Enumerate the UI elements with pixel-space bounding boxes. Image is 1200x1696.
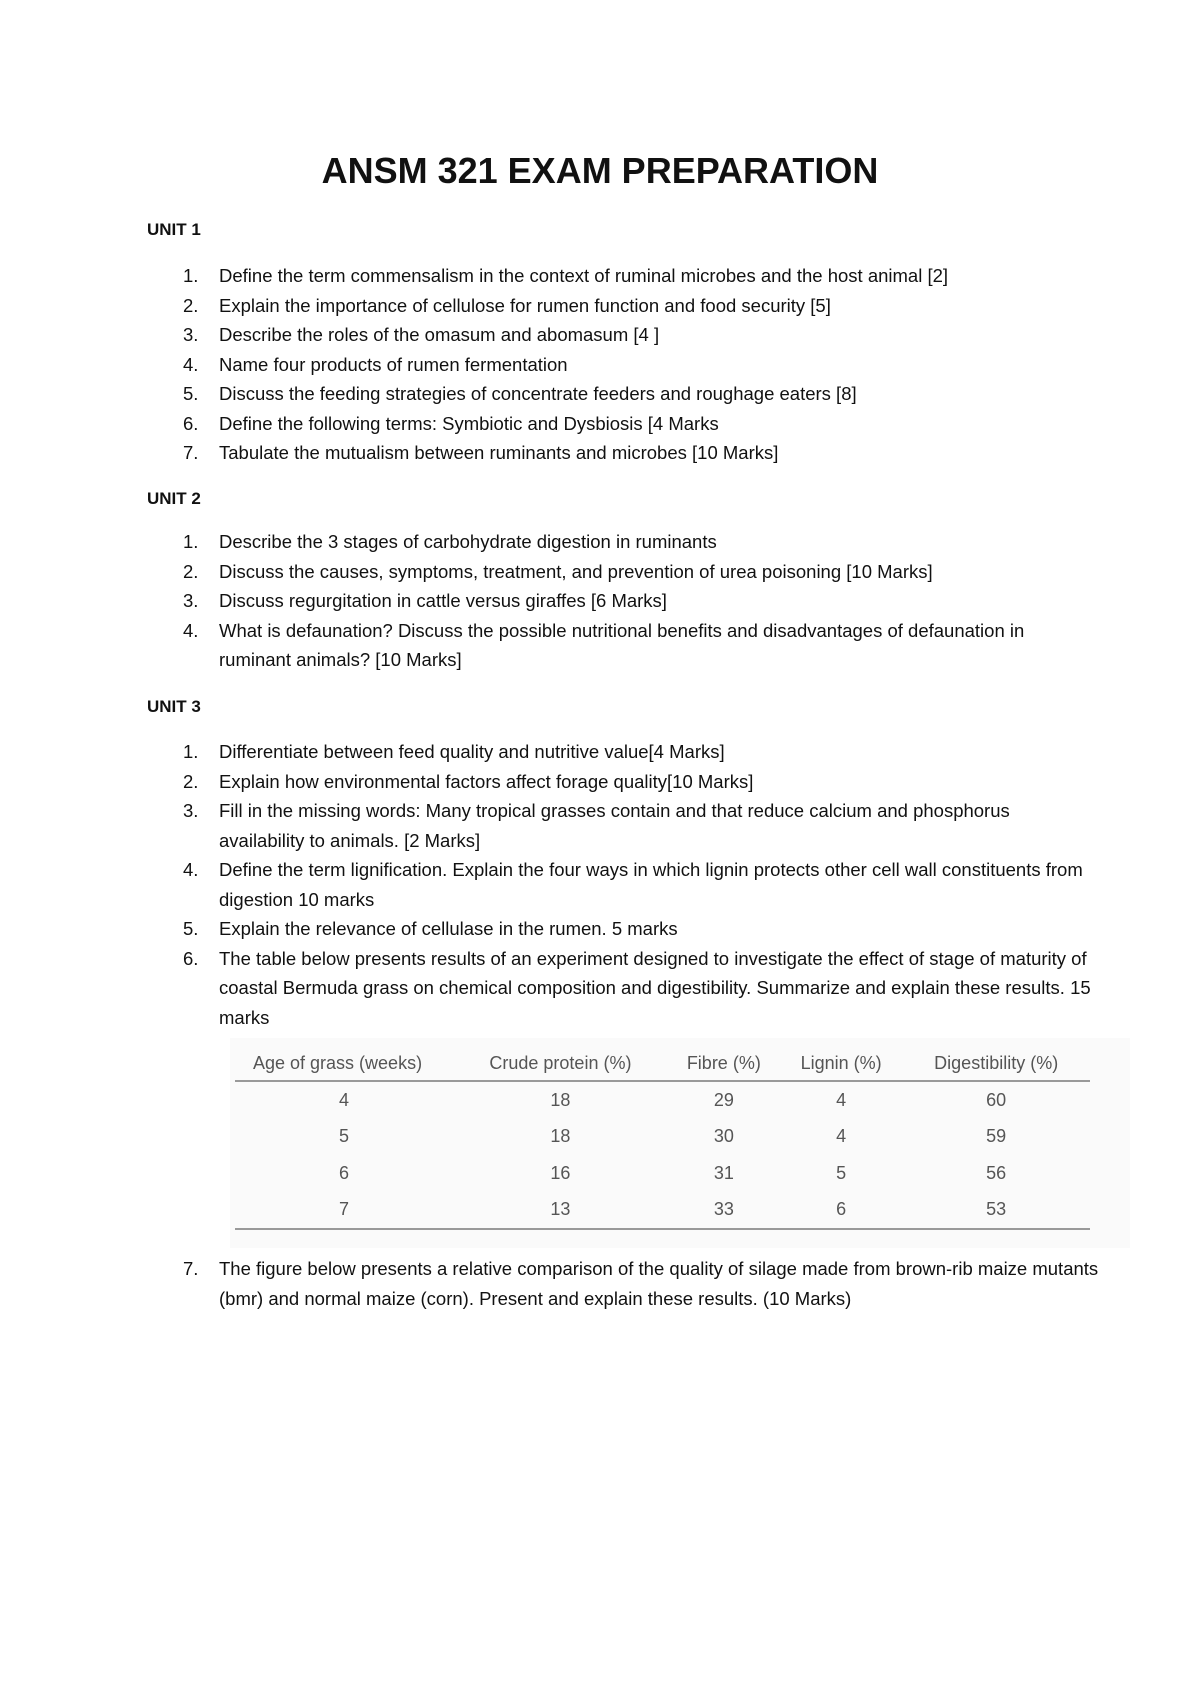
question-number: 5. [183,383,199,404]
table-cell: 18 [550,1089,571,1110]
table-cell: 6 [780,1192,903,1230]
unit-3-question-list [147,737,1097,1032]
table-row [235,1155,1090,1192]
column-header-fibre: Fibre (%) [668,1046,780,1081]
table-cell: 13 [453,1192,668,1230]
column-header-crude-protein: Crude protein (%) [453,1046,668,1081]
unit-2-question-2 [147,557,1097,587]
unit-3-question-7 [147,1254,1109,1313]
table-cell: 30 [713,1126,734,1147]
unit-2-question-list [147,527,1097,675]
results-table [235,1046,1090,1230]
question-text: Fill in the missing words: Many tropical grasses contain and that reduce calcium and phosphorus availability to animals. [2 Marks] [219,800,1010,851]
table-row [235,1192,1090,1230]
question-text: The table below presents results of an experiment designed to investigate the effect of stage of maturity of coastal Bermuda grass on chemical composition and digestibility. Summarize and explain these results. 15 marks [219,947,1091,1028]
table-cell: 31 [713,1162,734,1183]
unit-3-question-5 [147,914,1097,944]
unit-3-question-2 [147,767,1097,797]
unit-1-question-3 [147,320,1097,350]
question-number: 6. [183,412,199,434]
unit-2-question-1 [147,527,1097,557]
table-cell: 59 [986,1126,1007,1147]
unit-1-question-7 [147,438,1097,468]
document-title: ANSM 321 EXAM PREPARATION [321,150,879,191]
table-cell: 4 [836,1126,847,1147]
table-header-row [235,1046,1090,1081]
question-text: What is defaunation? Discuss the possible nutritional benefits and disadvantages of defaunation in ruminant animals? [10 Marks] [219,619,1025,670]
question-text: Discuss the feeding strategies of concentrate feeders and roughage eaters [8] [219,383,857,404]
question-number: 1. [183,531,199,552]
question-number: 1. [183,265,199,286]
table-cell: 16 [550,1162,571,1183]
table-cell: 4 [338,1089,349,1110]
question-number: 6. [183,947,199,969]
unit-1-question-1 [147,261,1097,291]
unit-3-heading: UNIT 3 [147,697,201,716]
unit-2-question-4 [147,616,1049,675]
question-number: 4. [183,619,199,641]
question-text: Differentiate between feed quality and nutritive value[4 Marks] [219,741,725,762]
table-cell: 29 [713,1089,734,1110]
table-cell: 7 [235,1192,453,1230]
question-number: 2. [183,770,199,792]
question-number: 2. [183,294,199,316]
unit-1-question-5 [147,379,1097,409]
table-cell: 60 [986,1089,1007,1110]
question-text: Explain the relevance of cellulase in the rumen. 5 marks [219,918,678,939]
question-text: Name four products of rumen fermentation [219,353,568,375]
unit-3-question-list-continued [147,1254,1097,1313]
unit-1-question-2 [147,291,1097,321]
question-number: 2. [183,560,199,582]
table-cell: 6 [338,1162,349,1183]
question-text: The figure below presents a relative comparison of the quality of silage made from brown-rib maize mutants (bmr) and normal maize (corn). Present and explain these results. (10 Marks) [219,1258,1099,1309]
question-number: 4. [183,859,199,880]
column-header-digestibility: Digestibility (%) [902,1046,1090,1081]
question-text: Describe the 3 stages of carbohydrate digestion in ruminants [219,531,717,552]
table-cell: 4 [836,1089,847,1110]
results-table-image [230,1038,1130,1248]
table-row [235,1119,1090,1156]
question-text: Discuss the causes, symptoms, treatment, and prevention of urea poisoning [10 Marks] [219,560,933,582]
question-number: 3. [183,324,199,345]
question-text: Define the following terms: Symbiotic and Dysbiosis [4 Marks [219,412,719,434]
question-number: 5. [183,918,199,939]
column-header-age: Age of grass (weeks) [235,1046,453,1081]
table-cell: 53 [902,1192,1090,1230]
question-text: Describe the roles of the omasum and abomasum [4 ] [219,324,660,345]
table-cell: 5 [836,1162,847,1183]
question-number: 3. [183,800,199,821]
table-row [235,1081,1090,1119]
question-text: Explain how environmental factors affect forage quality[10 Marks] [219,770,754,792]
question-number: 4. [183,353,199,375]
question-number: 1. [183,741,199,762]
unit-3-question-1 [147,737,1097,767]
unit-1-question-list [147,261,1097,468]
unit-3-question-4 [147,855,1114,914]
table-cell: 56 [986,1162,1007,1183]
unit-1-question-4 [147,350,1097,380]
question-number: 7. [183,1258,199,1279]
table-cell: 33 [668,1192,780,1230]
unit-3-question-3 [147,796,1039,855]
question-text: Tabulate the mutualism between ruminants and microbes [10 Marks] [219,442,779,463]
column-header-lignin: Lignin (%) [780,1046,903,1081]
question-number: 3. [183,590,199,611]
unit-2-heading: UNIT 2 [147,489,201,508]
question-number: 7. [183,442,199,463]
unit-3-question-6 [147,944,1119,1033]
question-text: Explain the importance of cellulose for rumen function and food security [5] [219,294,831,316]
question-text: Define the term lignification. Explain the four ways in which lignin protects other cell wall constituents from digestion 10 marks [219,859,1083,910]
table-cell: 18 [550,1126,571,1147]
table-cell: 5 [338,1126,349,1147]
unit-2-question-3 [147,586,1097,616]
unit-1-heading: UNIT 1 [147,220,201,239]
question-text: Discuss regurgitation in cattle versus giraffes [6 Marks] [219,590,667,611]
unit-1-question-6 [147,409,1097,439]
question-text: Define the term commensalism in the context of ruminal microbes and the host animal [2] [219,265,949,286]
